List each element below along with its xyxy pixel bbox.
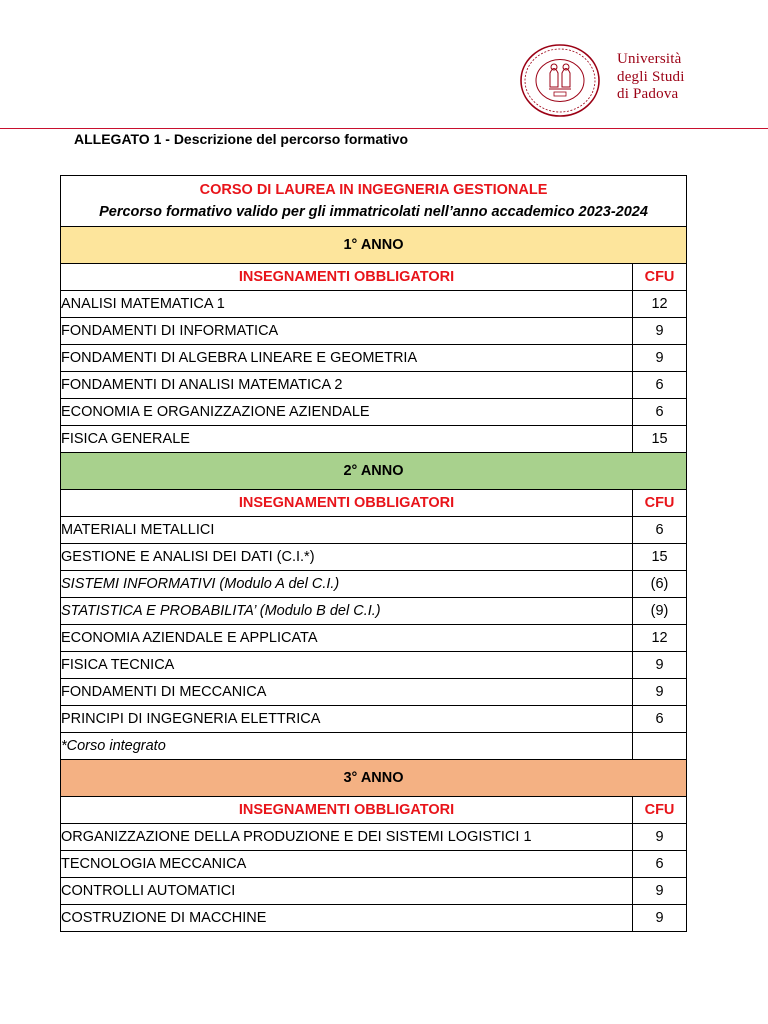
course-table-body bbox=[61, 176, 687, 932]
year-header-row bbox=[61, 760, 687, 797]
course-cfu: 6 bbox=[633, 372, 687, 399]
course-name: ECONOMIA E ORGANIZZAZIONE AZIENDALE bbox=[61, 399, 633, 426]
course-name: FONDAMENTI DI INFORMATICA bbox=[61, 318, 633, 345]
table-row bbox=[61, 679, 687, 706]
course-cfu: 6 bbox=[633, 399, 687, 426]
table-row bbox=[61, 851, 687, 878]
year-label: 2° ANNO bbox=[61, 453, 687, 490]
course-cfu: 12 bbox=[633, 625, 687, 652]
section-label: INSEGNAMENTI OBBLIGATORI bbox=[61, 490, 633, 517]
table-row bbox=[61, 291, 687, 318]
course-name: ORGANIZZAZIONE DELLA PRODUZIONE E DEI SISTEMI LOGISTICI 1 bbox=[61, 824, 633, 851]
university-name-line3: di Padova bbox=[617, 86, 679, 102]
course-cfu: (6) bbox=[633, 571, 687, 598]
course-header-row bbox=[61, 176, 687, 227]
table-row bbox=[61, 652, 687, 679]
allegato-title: ALLEGATO 1 - Descrizione del percorso formativo bbox=[74, 131, 408, 147]
cfu-column-header: CFU bbox=[633, 264, 687, 291]
table-row bbox=[61, 318, 687, 345]
course-name: FISICA TECNICA bbox=[61, 652, 633, 679]
course-cfu: 15 bbox=[633, 544, 687, 571]
course-cfu: 9 bbox=[633, 905, 687, 932]
course-cfu: 9 bbox=[633, 318, 687, 345]
course-cfu: 6 bbox=[633, 517, 687, 544]
table-row bbox=[61, 426, 687, 453]
course-cfu: 9 bbox=[633, 824, 687, 851]
course-name: SISTEMI INFORMATIVI (Modulo A del C.I.) bbox=[61, 571, 633, 598]
table-row bbox=[61, 706, 687, 733]
year-label: 3° ANNO bbox=[61, 760, 687, 797]
table-row bbox=[61, 824, 687, 851]
course-table bbox=[60, 175, 687, 932]
table-row bbox=[61, 399, 687, 426]
section-header-row bbox=[61, 797, 687, 824]
course-name: FONDAMENTI DI ALGEBRA LINEARE E GEOMETRIA bbox=[61, 345, 633, 372]
year-label: 1° ANNO bbox=[61, 227, 687, 264]
course-cfu: (9) bbox=[633, 598, 687, 625]
course-name: STATISTICA E PROBABILITA’ (Modulo B del C.I.) bbox=[61, 598, 633, 625]
table-row bbox=[61, 517, 687, 544]
university-name-line1: Università bbox=[617, 51, 682, 67]
table-row bbox=[61, 625, 687, 652]
course-name: *Corso integrato bbox=[61, 733, 633, 760]
university-seal-icon bbox=[519, 43, 601, 118]
course-cfu bbox=[633, 733, 687, 760]
header-divider bbox=[0, 128, 768, 129]
university-name-line2: degli Studi bbox=[617, 68, 685, 85]
course-title: CORSO DI LAUREA IN INGEGNERIA GESTIONALE bbox=[199, 181, 548, 198]
section-label: INSEGNAMENTI OBBLIGATORI bbox=[61, 797, 633, 824]
table-row bbox=[61, 878, 687, 905]
section-header-row bbox=[61, 264, 687, 291]
course-cfu: 9 bbox=[633, 679, 687, 706]
table-row bbox=[61, 571, 687, 598]
section-label: INSEGNAMENTI OBBLIGATORI bbox=[61, 264, 633, 291]
course-header-cell bbox=[61, 176, 687, 227]
course-name: CONTROLLI AUTOMATICI bbox=[61, 878, 633, 905]
table-row bbox=[61, 905, 687, 932]
course-cfu: 12 bbox=[633, 291, 687, 318]
course-cfu: 15 bbox=[633, 426, 687, 453]
course-name: ECONOMIA AZIENDALE E APPLICATA bbox=[61, 625, 633, 652]
section-header-row bbox=[61, 490, 687, 517]
course-cfu: 6 bbox=[633, 706, 687, 733]
table-row bbox=[61, 733, 687, 760]
course-name: FONDAMENTI DI ANALISI MATEMATICA 2 bbox=[61, 372, 633, 399]
course-name: ANALISI MATEMATICA 1 bbox=[61, 291, 633, 318]
cfu-column-header: CFU bbox=[633, 797, 687, 824]
year-header-row bbox=[61, 227, 687, 264]
course-name: FONDAMENTI DI MECCANICA bbox=[61, 679, 633, 706]
course-name: PRINCIPI DI INGEGNERIA ELETTRICA bbox=[61, 706, 633, 733]
course-name: TECNOLOGIA MECCANICA bbox=[61, 851, 633, 878]
course-name: COSTRUZIONE DI MACCHINE bbox=[61, 905, 633, 932]
course-cfu: 6 bbox=[633, 851, 687, 878]
course-cfu: 9 bbox=[633, 652, 687, 679]
course-name: MATERIALI METALLICI bbox=[61, 517, 633, 544]
table-row bbox=[61, 372, 687, 399]
course-subtitle: Percorso formativo valido per gli immatricolati nell’anno accademico 2023-2024 bbox=[99, 203, 648, 220]
course-cfu: 9 bbox=[633, 345, 687, 372]
course-name: FISICA GENERALE bbox=[61, 426, 633, 453]
table-row bbox=[61, 345, 687, 372]
year-header-row bbox=[61, 453, 687, 490]
table-row bbox=[61, 544, 687, 571]
course-name: GESTIONE E ANALISI DEI DATI (C.I.*) bbox=[61, 544, 633, 571]
table-row bbox=[61, 598, 687, 625]
course-cfu: 9 bbox=[633, 878, 687, 905]
university-name bbox=[617, 51, 685, 104]
cfu-column-header: CFU bbox=[633, 490, 687, 517]
